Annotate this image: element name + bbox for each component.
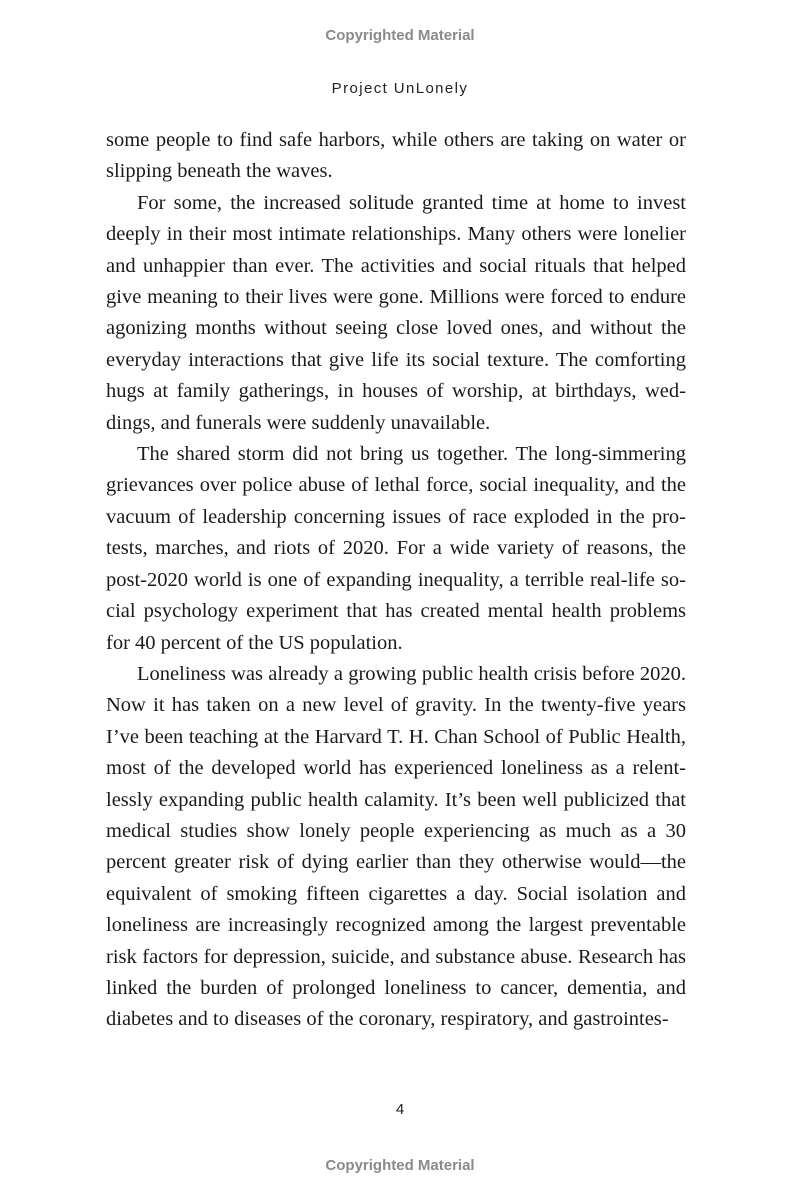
page-number: 4 (395, 1101, 405, 1118)
paragraph-2: For some, the increased solitude granted time at home to invest deeply in their most intimate relationships. Many others were lonelier and unhappier than ever. The activities and social rituals that helped give meaning to their lives were gone. Millions were forced to endure agonizing months without seeing close loved ones, and without the everyday interactions that give life its social texture. The comforting hugs at family gatherings, in houses of worship, at birthdays, weddings, and funerals were suddenly unavailable. (106, 191, 686, 434)
running-head: Project UnLonely (331, 80, 469, 97)
copyright-watermark-top: Copyrighted Material (325, 27, 475, 44)
body-text (106, 125, 686, 1036)
paragraph-3: The shared storm did not bring us together. The long-simmering grievances over police abuse of lethal force, social inequality, and the vacuum of leadership concerning issues of race exploded in the protests, marches, and riots of 2020. For a wide variety of reasons, the post-2020 world is one of expanding inequality, a terrible real-life social psychology experiment that has created mental health problems for 40 percent of the US population. (106, 443, 686, 654)
paragraph-4: Loneliness was already a growing public health crisis before 2020. Now it has taken on a new level of gravity. In the twenty-five years I’ve been teaching at the Harvard T. H. Chan School of Public Health, most of the developed world has experienced loneliness as a relentlessly expanding public health calamity. It’s been well publicized that medical studies show lonely people experiencing as much as a 30 percent greater risk of dying earlier than they otherwise would—the equivalent of smoking fifteen cigarettes a day. Social isolation and loneliness are increasingly recognized among the largest preventable risk factors for depression, suicide, and substance abuse. Research has linked the burden of prolonged loneliness to cancer, dementia, and diabetes and to diseases of the coronary, respiratory, and gastrointes- (106, 662, 686, 1031)
paragraph-1: some people to find safe harbors, while others are taking on water or slipping beneath the waves. (106, 129, 686, 183)
copyright-watermark-bottom: Copyrighted Material (325, 1157, 475, 1174)
